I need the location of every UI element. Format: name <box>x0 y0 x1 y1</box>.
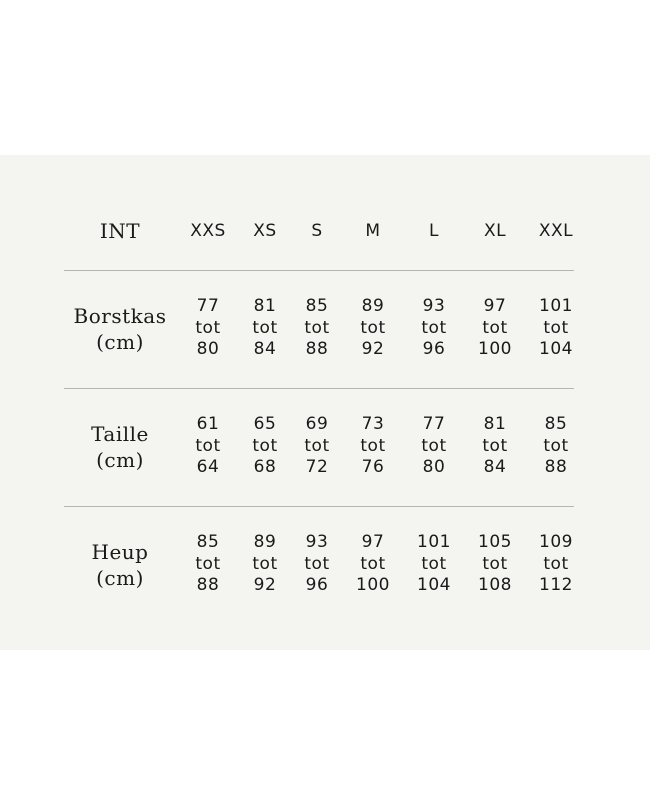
row-label-unit: (cm) <box>96 448 144 472</box>
range-from: 73 <box>361 414 385 434</box>
range-to: 72 <box>305 457 329 477</box>
range-to: 104 <box>539 339 573 359</box>
range-to: 68 <box>253 457 277 477</box>
range-to: 104 <box>417 575 451 595</box>
range-to: 92 <box>361 339 385 359</box>
range-from: 85 <box>544 414 568 434</box>
range-separator: tot <box>482 553 508 574</box>
size-cell <box>402 414 466 479</box>
range-to: 88 <box>544 457 568 477</box>
header-size-xs: XS <box>253 221 277 241</box>
range-to: 88 <box>196 575 220 595</box>
header-size-xxs: XXS <box>190 221 226 241</box>
header-size-xxl: XXL <box>538 221 574 241</box>
range-separator: tot <box>543 553 569 574</box>
row-label-heup <box>60 539 180 591</box>
header-size-m: M <box>365 221 381 241</box>
range-from: 69 <box>305 414 329 434</box>
range-separator: tot <box>360 317 386 338</box>
range-from: 85 <box>305 296 329 316</box>
header-size-l: L <box>429 221 439 241</box>
range-separator: tot <box>543 317 569 338</box>
size-cell <box>524 532 588 597</box>
size-cell <box>463 532 527 597</box>
range-separator: tot <box>360 435 386 456</box>
size-cell <box>402 532 466 597</box>
range-from: 65 <box>253 414 277 434</box>
range-to: 84 <box>483 457 507 477</box>
header-size-s: S <box>311 221 323 241</box>
range-separator: tot <box>304 435 330 456</box>
range-separator: tot <box>421 317 447 338</box>
row-divider <box>64 506 574 507</box>
range-separator: tot <box>482 435 508 456</box>
row-label-text: Heup <box>91 540 149 564</box>
range-to: 108 <box>478 575 512 595</box>
range-from: 89 <box>361 296 385 316</box>
row-label-unit: (cm) <box>96 330 144 354</box>
row-divider <box>64 270 574 271</box>
range-to: 92 <box>253 575 277 595</box>
range-to: 112 <box>539 575 573 595</box>
row-label-borstkas <box>60 303 180 355</box>
size-cell <box>524 296 588 361</box>
range-from: 81 <box>253 296 277 316</box>
row-label-text: Taille <box>91 422 149 446</box>
range-from: 93 <box>422 296 446 316</box>
range-separator: tot <box>304 553 330 574</box>
row-label-taille <box>60 421 180 473</box>
size-cell <box>176 414 240 479</box>
range-from: 77 <box>422 414 446 434</box>
range-from: 61 <box>196 414 220 434</box>
range-separator: tot <box>304 317 330 338</box>
header-size-xl: XL <box>483 221 507 241</box>
range-from: 105 <box>478 532 512 552</box>
range-to: 84 <box>253 339 277 359</box>
range-separator: tot <box>195 553 221 574</box>
row-divider <box>64 388 574 389</box>
header-int-label: INT <box>99 219 141 243</box>
size-cell <box>524 414 588 479</box>
range-to: 80 <box>196 339 220 359</box>
range-to: 76 <box>361 457 385 477</box>
size-cell <box>285 296 349 361</box>
range-from: 109 <box>539 532 573 552</box>
range-separator: tot <box>252 317 278 338</box>
range-from: 85 <box>196 532 220 552</box>
size-cell <box>341 296 405 361</box>
size-cell <box>463 296 527 361</box>
size-cell <box>285 532 349 597</box>
range-from: 101 <box>539 296 573 316</box>
range-from: 89 <box>253 532 277 552</box>
size-chart-panel <box>0 155 650 650</box>
range-from: 81 <box>483 414 507 434</box>
range-from: 93 <box>305 532 329 552</box>
size-cell <box>285 414 349 479</box>
range-from: 97 <box>483 296 507 316</box>
range-separator: tot <box>195 435 221 456</box>
range-from: 101 <box>417 532 451 552</box>
range-separator: tot <box>252 435 278 456</box>
size-cell <box>176 296 240 361</box>
range-separator: tot <box>543 435 569 456</box>
range-from: 97 <box>361 532 385 552</box>
size-cell <box>402 296 466 361</box>
range-from: 77 <box>196 296 220 316</box>
range-to: 100 <box>356 575 390 595</box>
size-cell <box>176 532 240 597</box>
row-label-text: Borstkas <box>73 304 167 328</box>
range-to: 96 <box>305 575 329 595</box>
range-separator: tot <box>421 435 447 456</box>
range-to: 80 <box>422 457 446 477</box>
range-separator: tot <box>252 553 278 574</box>
row-label-unit: (cm) <box>96 566 144 590</box>
range-separator: tot <box>195 317 221 338</box>
range-separator: tot <box>482 317 508 338</box>
size-cell <box>341 414 405 479</box>
size-cell <box>463 414 527 479</box>
range-to: 100 <box>478 339 512 359</box>
size-cell <box>341 532 405 597</box>
range-to: 64 <box>196 457 220 477</box>
range-to: 88 <box>305 339 329 359</box>
range-separator: tot <box>421 553 447 574</box>
range-separator: tot <box>360 553 386 574</box>
range-to: 96 <box>422 339 446 359</box>
